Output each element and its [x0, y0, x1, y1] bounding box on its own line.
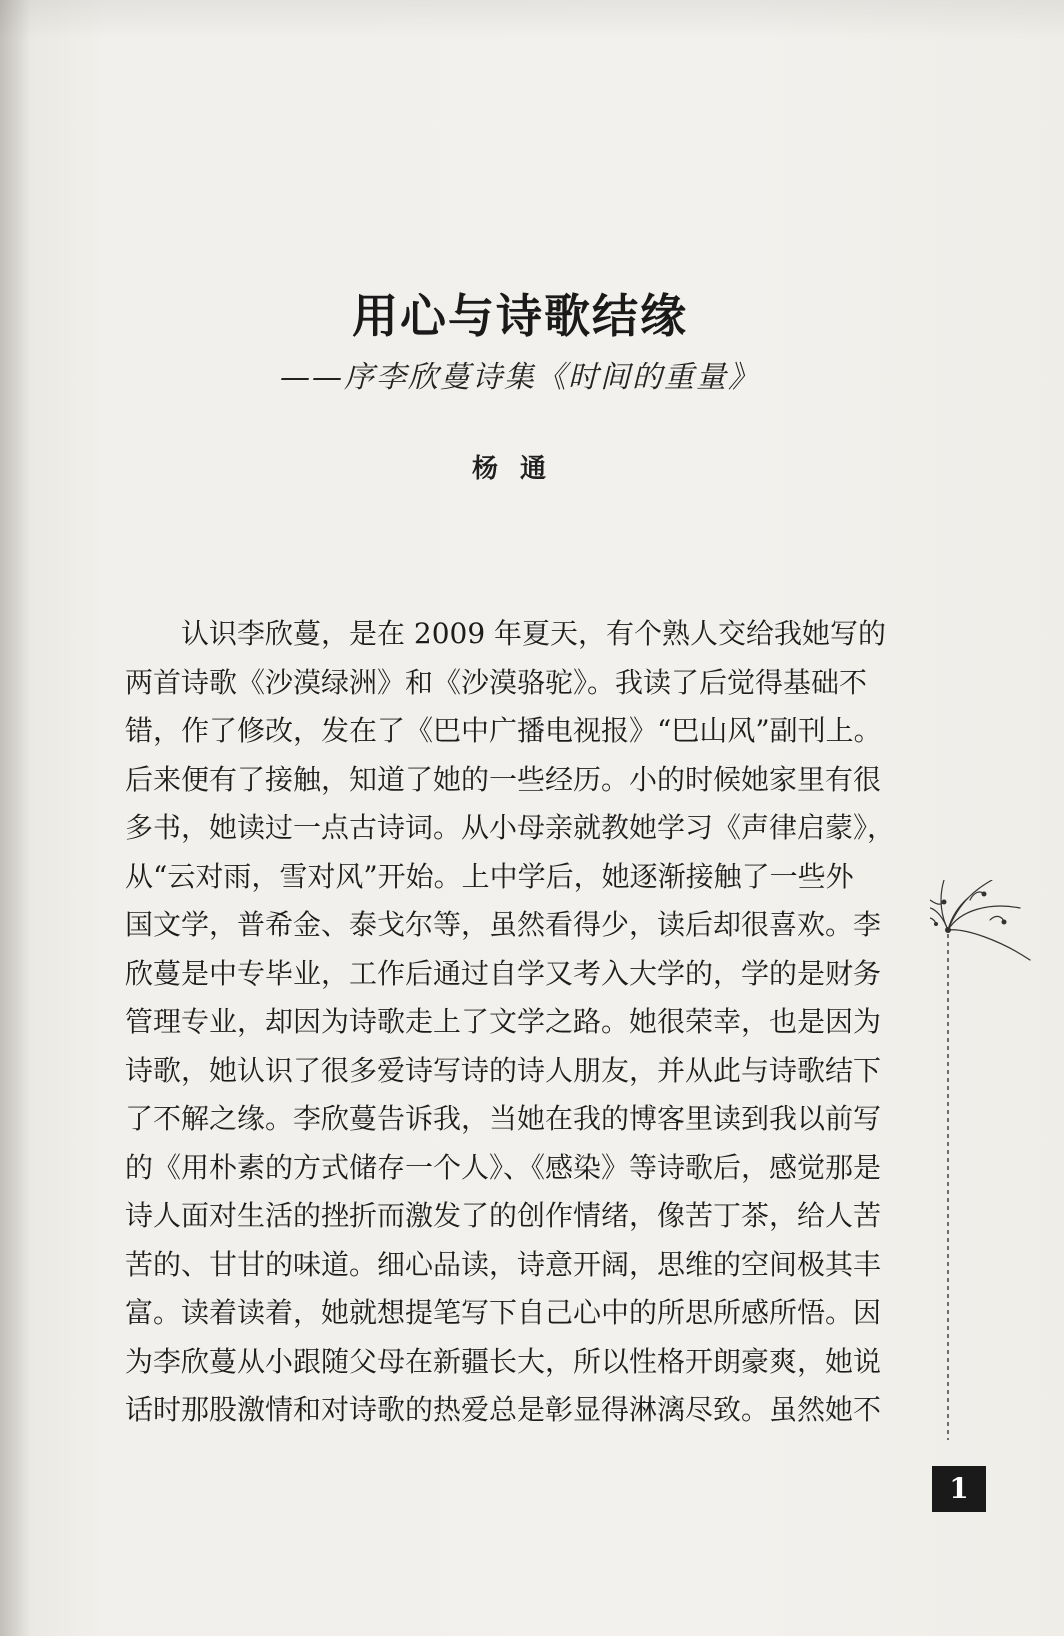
body-line: 两首诗歌《沙漠绿洲》和《沙漠骆驼》。我读了后觉得基础不 — [125, 665, 868, 699]
body-line: 错，作了修改，发在了《巴中广播电视报》“巴山风”副刊上。 — [125, 714, 882, 747]
top-shadow — [0, 0, 1064, 40]
body-line: 的《用朴素的方式储存一个人》、《感染》等诗歌后，感觉那是 — [125, 1150, 882, 1184]
body-line: 管理专业，却因为诗歌走上了文学之路。她很荣幸，也是因为 — [125, 1005, 882, 1038]
body-line: 后来便有了接触，知道了她的一些经历。小的时候她家里有很 — [125, 762, 882, 796]
body-line: 诗人面对生活的挫折而激发了的创作情绪，像苦丁茶，给人苦 — [125, 1199, 882, 1232]
body-line: 欣蔓是中专毕业，工作后通过自学又考入大学的，学的是财务 — [125, 956, 882, 990]
page-title: 用心与诗歌结缘 — [352, 289, 688, 343]
body-line: 从“云对雨，雪对风”开始。上中学后，她逐渐接触了一些外 — [125, 859, 854, 893]
body-line: 多书，她读过一点古诗词。从小母亲就教她学习《声律启蒙》， — [125, 811, 896, 844]
body-line: 为李欣蔓从小跟随父母在新疆长大，所以性格开朗豪爽，她说 — [125, 1344, 882, 1378]
author-name: 杨通 — [471, 454, 568, 484]
body-line: 富。读着读着，她就想提笔写下自己心中的所思所感所悟。因 — [125, 1296, 882, 1329]
body-line: 认识李欣蔓，是在 2009 年夏天，有个熟人交给我她写的 — [181, 617, 887, 650]
body-line: 国文学，普希金、泰戈尔等，虽然看得少，读后却很喜欢。李 — [125, 908, 882, 941]
orchid-illustration-icon — [930, 880, 1040, 1440]
body-line: 话时那股激情和对诗歌的热爱总是彰显得淋漓尽致。虽然她不 — [125, 1393, 882, 1426]
page-number: 1 — [932, 1466, 986, 1512]
body-line: 苦的、甘甘的味道。细心品读，诗意开阔，思维的空间极其丰 — [125, 1247, 882, 1281]
body-line: 诗歌，她认识了很多爱诗写诗的诗人朋友，并从此与诗歌结下 — [125, 1053, 882, 1087]
body-text — [125, 610, 920, 1435]
body-line: 了不解之缘。李欣蔓告诉我，当她在我的博客里读到我以前写 — [125, 1102, 882, 1135]
spine-shadow — [0, 0, 30, 1636]
page-subtitle: ——序李欣蔓诗集《时间的重量》 — [280, 360, 760, 395]
